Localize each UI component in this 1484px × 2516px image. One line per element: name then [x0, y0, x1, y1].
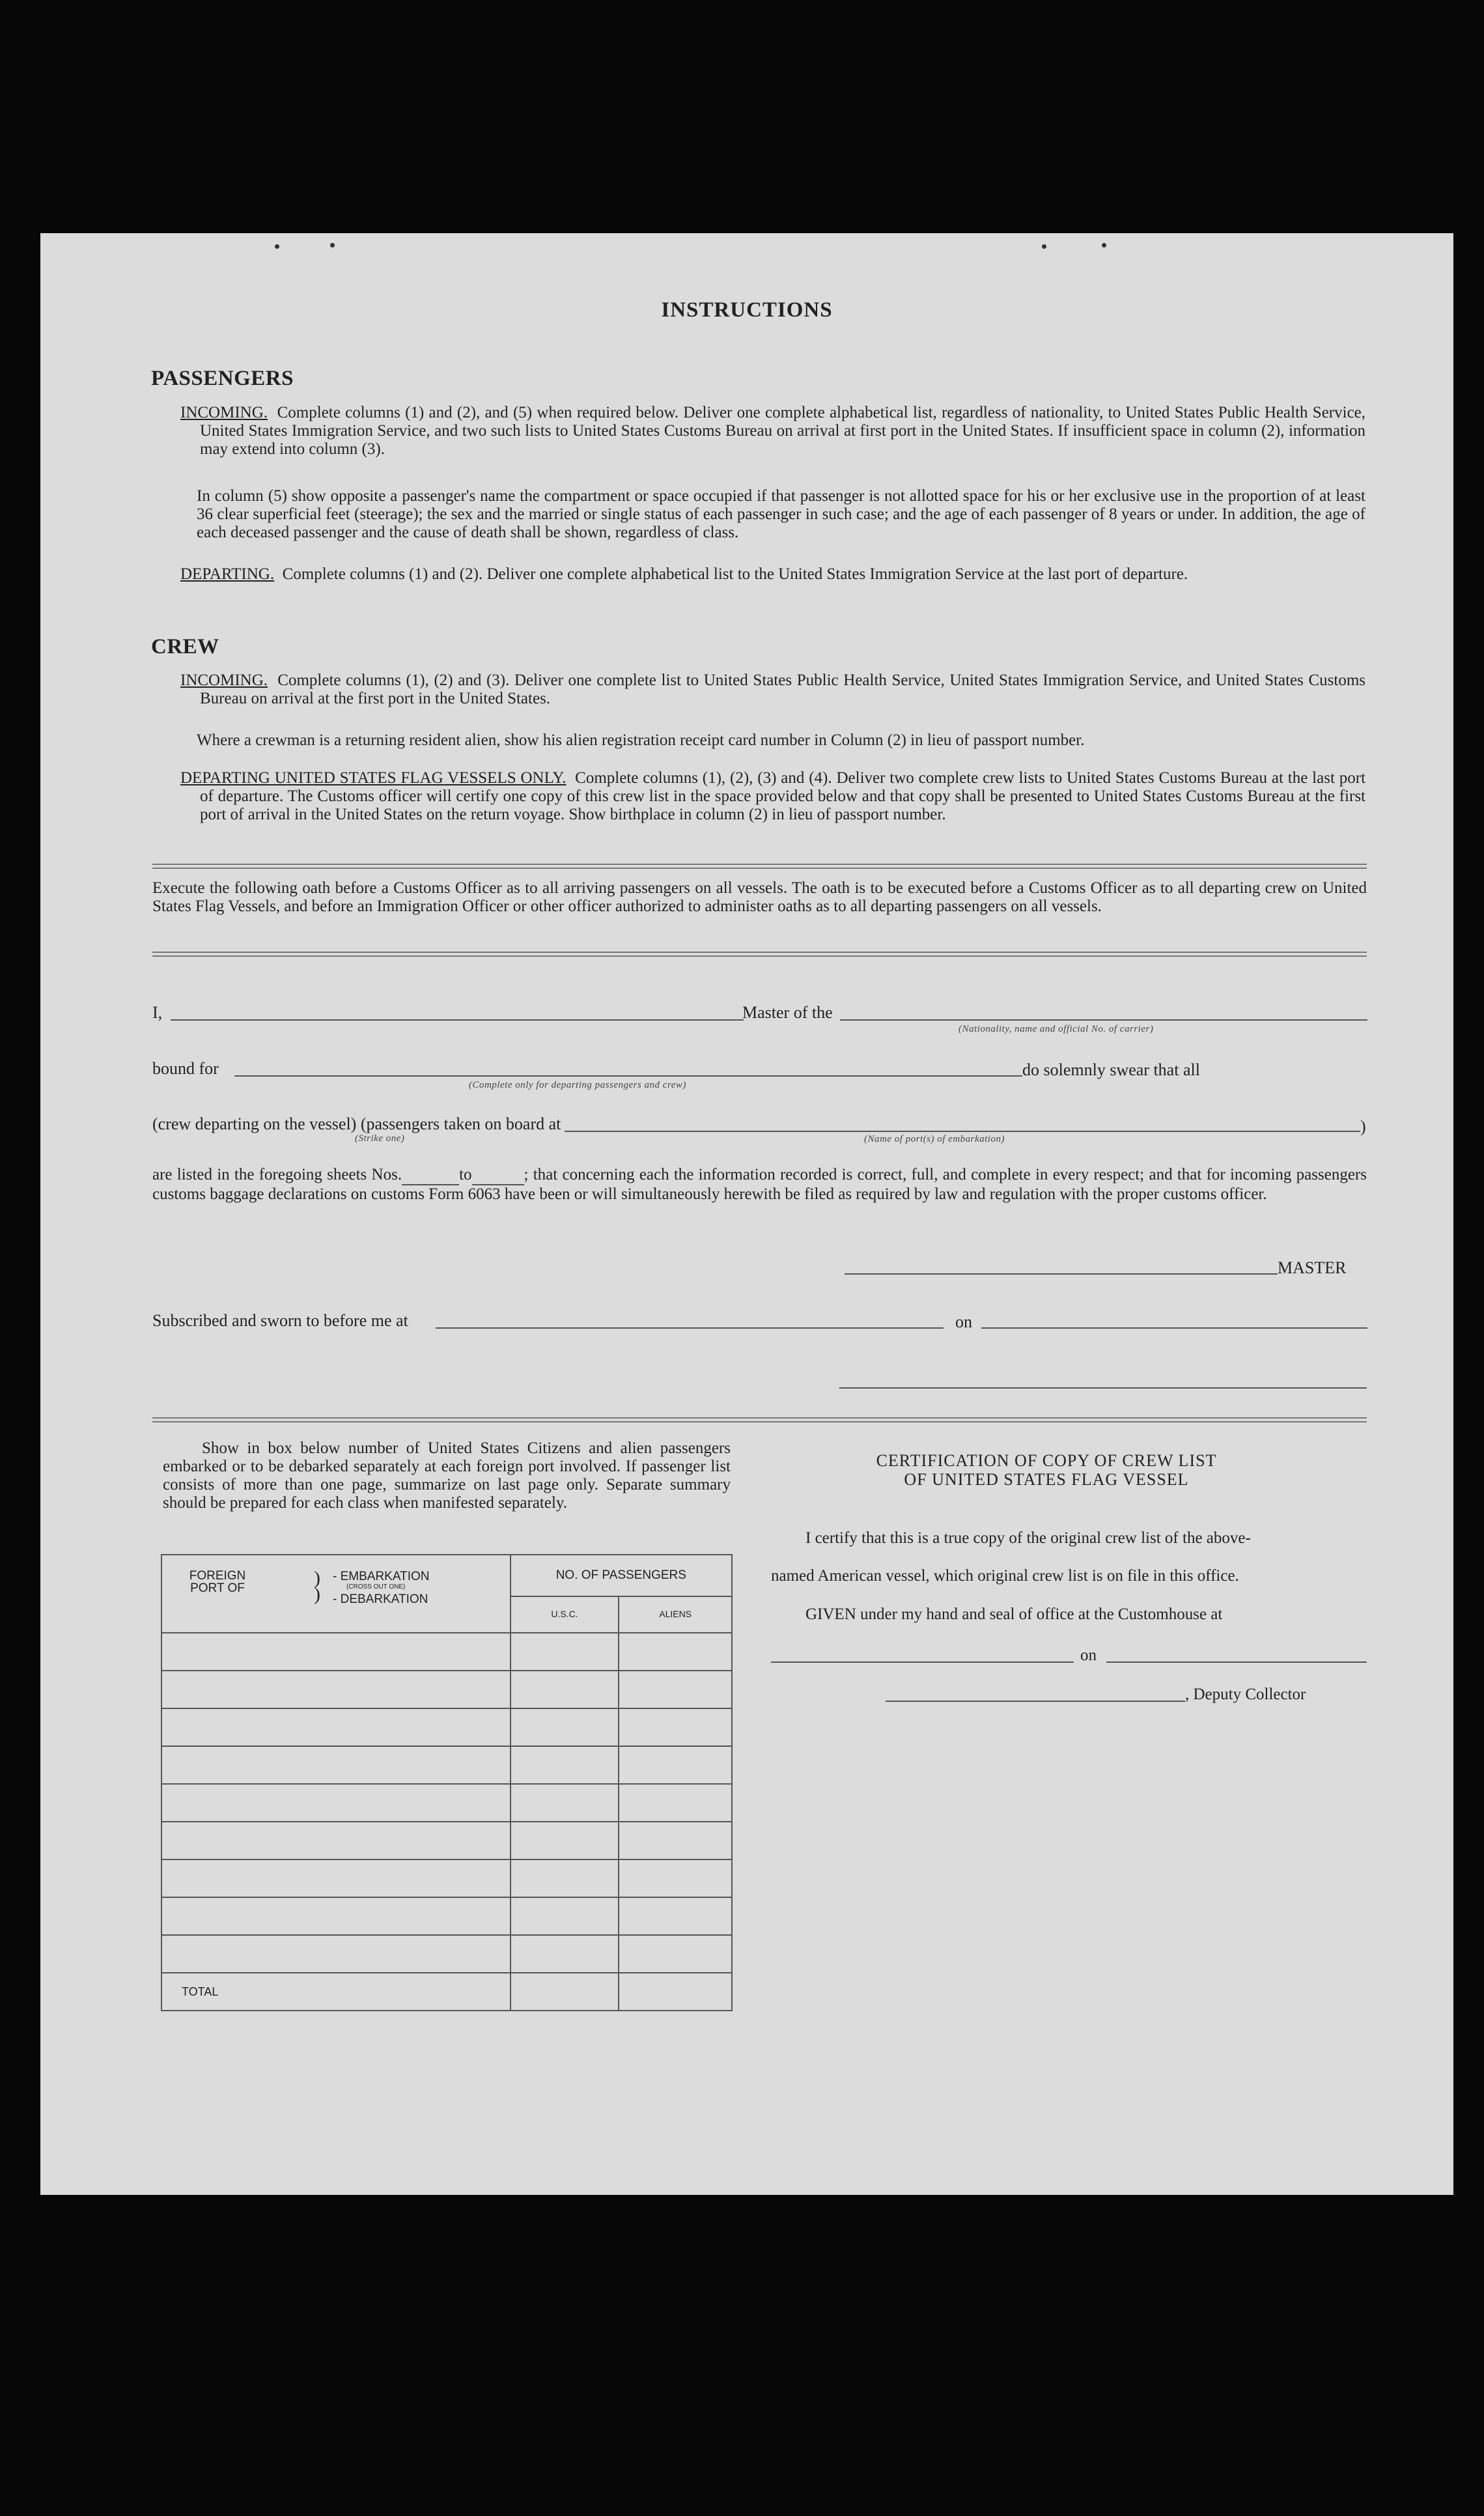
crew-resident-paragraph: Where a crewman is a returning resident alien, show his alien registration receipt card number in Column (2) in lieu of passport number. [197, 731, 1085, 749]
punch-mark [275, 244, 279, 249]
divider [152, 864, 1367, 869]
passenger-summary-table [161, 1554, 733, 2011]
master-name-field[interactable] [171, 1019, 744, 1021]
port-caption: (Name of port(s) of embarkation) [864, 1134, 1005, 1144]
table-row [161, 1822, 732, 1859]
aliens-cell[interactable] [619, 1897, 732, 1935]
usc-cell[interactable] [511, 1671, 619, 1708]
table-row [161, 1784, 732, 1822]
passengers-departing-paragraph [180, 565, 1365, 584]
usc-cell[interactable] [511, 1859, 619, 1897]
crew-departing-paragraph [180, 769, 1365, 824]
aliens-cell[interactable] [619, 1708, 732, 1746]
total-row [161, 1973, 732, 2011]
aliens-cell[interactable] [619, 1784, 732, 1822]
bound-for-label: bound for [152, 1059, 219, 1078]
usc-header [511, 1596, 619, 1633]
sheets-rest-text: ; that concerning each the information recorded is correct, full, and complete in every respect; and that for incoming passengers customs baggage declarations on customs Form 6063 have been or will simultaneously herewith be filed as required by law and regulation with the proper customs officer. [152, 1166, 1367, 1203]
certification-title-line1: CERTIFICATION OF COPY OF CREW LIST [876, 1451, 1217, 1470]
aliens-total-cell[interactable] [619, 1973, 732, 2011]
usc-total-cell[interactable] [511, 1973, 619, 2011]
port-cell[interactable] [161, 1784, 511, 1822]
aliens-cell[interactable] [619, 1633, 732, 1671]
master-label: MASTER [1278, 1258, 1347, 1277]
officer-signature-field[interactable] [839, 1387, 1367, 1389]
subscribed-label: Subscribed and sworn to before me at [152, 1311, 408, 1330]
form-sheet [40, 233, 1453, 2195]
aliens-label: ALIENS [659, 1609, 692, 1620]
usc-cell[interactable] [511, 1746, 619, 1784]
strike-one-caption: (Strike one) [355, 1133, 405, 1144]
usc-cell[interactable] [511, 1822, 619, 1859]
passengers-incoming-label: INCOMING. [180, 404, 268, 421]
brace-icon: ) ) [314, 1568, 320, 1605]
table-row [161, 1708, 732, 1746]
passengers-departing-text: Complete columns (1) and (2). Deliver one complete alphabetical list to the United States Immigration Service at the last port of departure. [282, 565, 1188, 583]
usc-label: U.S.C. [551, 1609, 578, 1620]
to-text: to [459, 1166, 472, 1183]
sworn-date-field[interactable] [981, 1327, 1367, 1329]
certification-title-line2: OF UNITED STATES FLAG VESSEL [904, 1470, 1189, 1489]
port-cell[interactable] [161, 1859, 511, 1897]
do-swear-label: do solemnly swear that all [1022, 1060, 1200, 1079]
usc-cell[interactable] [511, 1935, 619, 1973]
no-of-passengers-header [511, 1555, 732, 1596]
master-of-the-label: Master of the [742, 1003, 833, 1022]
sheet-to-field[interactable] [472, 1166, 524, 1185]
port-cell[interactable] [161, 1746, 511, 1784]
crew-departing-label: DEPARTING UNITED STATES FLAG VESSELS ONLY. [180, 769, 567, 787]
total-label-cell [161, 1973, 511, 2011]
usc-cell[interactable] [511, 1708, 619, 1746]
embarkation-label: - EMBARKATION [333, 1570, 430, 1583]
close-paren: ) [1360, 1117, 1366, 1136]
punch-mark [1102, 243, 1106, 247]
crew-incoming-paragraph [180, 671, 1365, 708]
table-row [161, 1935, 732, 1973]
cross-out-one-label: (CROSS OUT ONE) [346, 1583, 406, 1590]
port-cell[interactable] [161, 1822, 511, 1859]
usc-cell[interactable] [511, 1897, 619, 1935]
sheet-from-field[interactable] [402, 1166, 459, 1185]
aliens-cell[interactable] [619, 1822, 732, 1859]
instructions-title: INSTRUCTIONS [661, 298, 833, 322]
crew-passengers-label: (crew departing on the vessel) (passengers taken on board at [152, 1114, 561, 1133]
carrier-field[interactable] [840, 1019, 1367, 1021]
crew-incoming-text: Complete columns (1), (2) and (3). Deliver one complete list to United States Public Health Service, United States Immigration Service, and United States Customs Bureau on arrival at the first port in the United States. [200, 671, 1366, 707]
no-of-passengers-label: NO. OF PASSENGERS [555, 1568, 686, 1583]
listed-in-text: are listed in the foregoing sheets Nos. [152, 1166, 402, 1183]
certify-line1: I certify that this is a true copy of the original crew list of the above- [805, 1529, 1251, 1547]
crew-heading: CREW [151, 635, 219, 658]
foreign-port-of-label: FOREIGN PORT OF [189, 1569, 246, 1595]
departing-caption: (Complete only for departing passengers and crew) [469, 1080, 686, 1090]
usc-cell[interactable] [511, 1633, 619, 1671]
carrier-caption: (Nationality, name and official No. of carrier) [959, 1024, 1154, 1034]
punch-mark [330, 243, 335, 247]
passengers-column5-paragraph: In column (5) show opposite a passenger's name the compartment or space occupied if that passenger is not allotted space for his or her exclusive use in the proportion of at least 36 clear superficial feet (steerage); the sex and the married or single status of each passenger in such case; and the age of each passenger of 8 years or under. In addition, the age of each deceased passenger and the cause of death shall be shown, regardless of class. [197, 487, 1365, 541]
customhouse-field[interactable] [771, 1661, 1074, 1663]
port-cell[interactable] [161, 1935, 511, 1973]
on-label: on [955, 1312, 972, 1331]
port-cell[interactable] [161, 1671, 511, 1708]
port-header-cell [161, 1555, 511, 1633]
aliens-cell[interactable] [619, 1671, 732, 1708]
crew-incoming-label: INCOMING. [180, 671, 268, 689]
table-row [161, 1671, 732, 1708]
sworn-at-field[interactable] [436, 1327, 944, 1329]
sheets-paragraph [152, 1166, 1367, 1204]
total-label: TOTAL [182, 1985, 219, 1998]
given-label: GIVEN under my hand and seal of office at the Customhouse at [805, 1605, 1223, 1623]
usc-cell[interactable] [511, 1784, 619, 1822]
table-row [161, 1633, 732, 1671]
oath-intro: Execute the following oath before a Customs Officer as to all arriving passengers on all vessels. The oath is to be executed before a Customs Officer as to all departing crew on United States Flag Vessels, and before an Immigration Officer or other officer authorized to administer oaths as to all departing passengers on all vessels. [152, 879, 1367, 915]
embarkation-port-field[interactable] [565, 1131, 1360, 1132]
divider [152, 952, 1367, 957]
table-row [161, 1746, 732, 1784]
aliens-cell[interactable] [619, 1935, 732, 1973]
oath-i-label: I, [152, 1003, 163, 1022]
punch-mark [1042, 244, 1046, 249]
passengers-incoming-paragraph [180, 404, 1365, 459]
passengers-heading: PASSENGERS [151, 367, 294, 390]
cert-on-label: on [1080, 1647, 1097, 1664]
bound-for-field[interactable] [234, 1075, 1022, 1077]
passengers-incoming-text: Complete columns (1) and (2), and (5) when required below. Deliver one complete alphabetical list, regardless of nationality, to United States Public Health Service, United States Immigration Service, and two such lists to United States Customs Bureau on arrival at first port in the United States. If insufficient space in column (2), information may extend into column (3). [200, 404, 1366, 458]
port-cell[interactable] [161, 1633, 511, 1671]
deputy-collector-signature-field[interactable] [886, 1701, 1185, 1702]
certify-line2: named American vessel, which original crew list is on file in this office. [771, 1567, 1239, 1585]
crew-departing-text: Complete columns (1), (2), (3) and (4). Deliver two complete crew lists to United States Customs Bureau at the last port of departure. The Customs officer will certify one copy of this crew list in the space provided below and that copy shall be presented to United States Customs Bureau at the first port of arrival in the United States on the return voyage. Show birthplace in column (2) in lieu of passport number. [200, 769, 1366, 823]
certification-title [776, 1451, 1317, 1489]
debarkation-label: - DEBARKATION [333, 1592, 428, 1606]
table-row [161, 1897, 732, 1935]
passengers-departing-label: DEPARTING. [180, 565, 275, 583]
aliens-cell[interactable] [619, 1859, 732, 1897]
divider [152, 1417, 1367, 1422]
table-row [161, 1859, 732, 1897]
master-signature-field[interactable] [845, 1273, 1278, 1275]
deputy-collector-label: , Deputy Collector [1185, 1686, 1306, 1703]
cert-date-field[interactable] [1106, 1661, 1367, 1663]
port-cell[interactable] [161, 1708, 511, 1746]
summary-instructions: Show in box below number of United States Citizens and alien passengers embarked or to be debarked separately at each foreign port involved. If passenger list consists of more than one page, summarize on last page only. Separate summary should be prepared for each class when manifested separately. [163, 1439, 731, 1512]
aliens-cell[interactable] [619, 1746, 732, 1784]
aliens-header [619, 1596, 732, 1633]
port-cell[interactable] [161, 1897, 511, 1935]
